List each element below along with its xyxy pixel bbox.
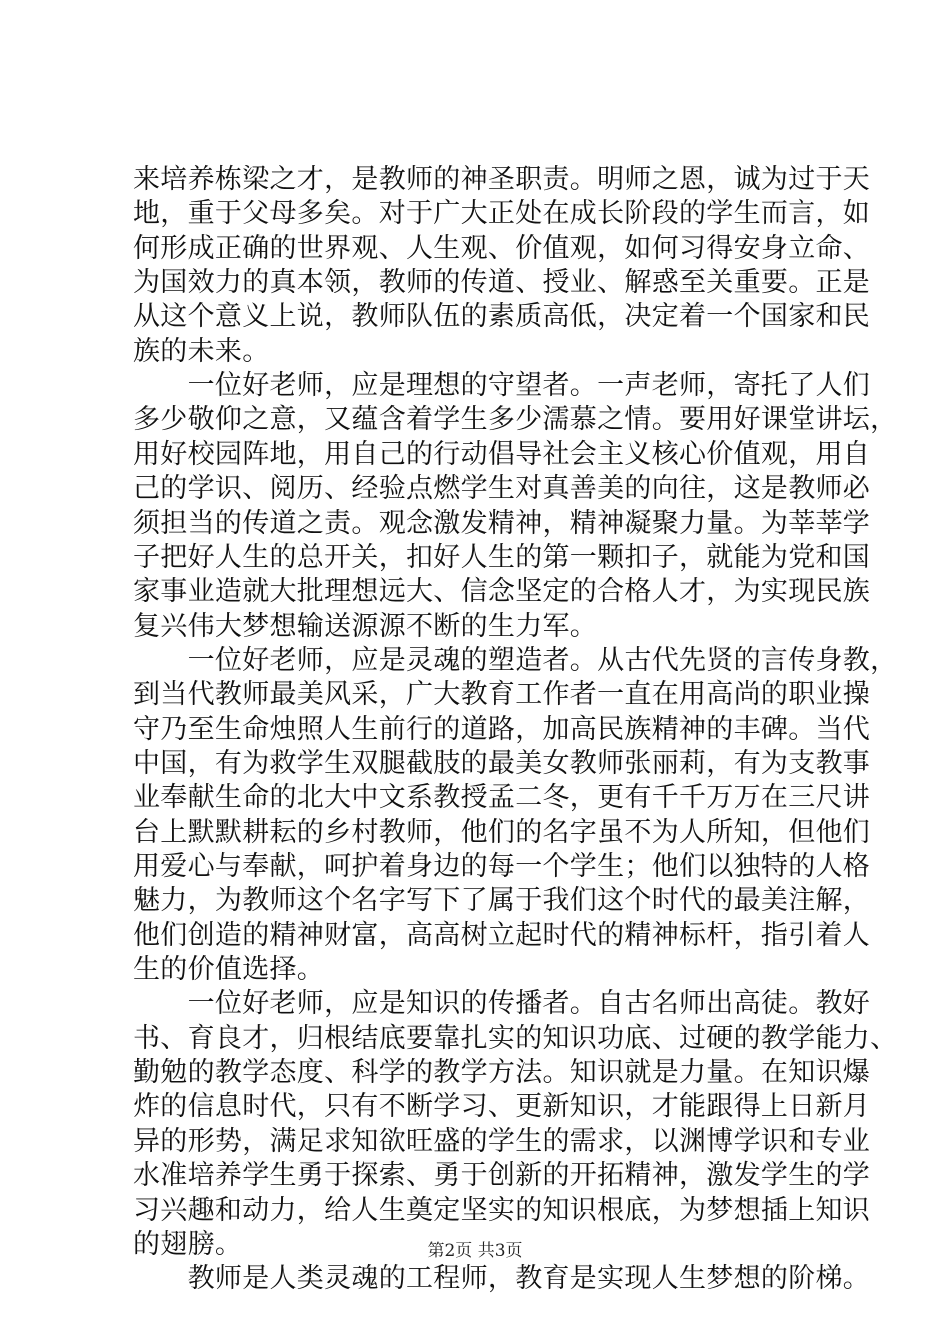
text-line: 家事业造就大批理想远大、信念坚定的合格人才，为实现民族 bbox=[133, 576, 871, 608]
text-line: 一位好老师，应是理想的守望者。一声老师，寄托了人们 bbox=[133, 370, 871, 402]
text-line: 从这个意义上说，教师队伍的素质高低，决定着一个国家和民 bbox=[133, 301, 871, 333]
text-line: 书、育良才，归根结底要靠扎实的知识功底、过硬的教学能力、 bbox=[133, 1022, 898, 1054]
text-line: 多少敬仰之意，又蕴含着学生多少濡慕之情。要用好课堂讲坛， bbox=[133, 404, 898, 436]
text-line: 用好校园阵地，用自己的行动倡导社会主义核心价值观，用自 bbox=[133, 438, 871, 470]
text-line: 习兴趣和动力，给人生奠定坚实的知识根底，为梦想插上知识 bbox=[133, 1194, 871, 1226]
text-line: 教师是人类灵魂的工程师，教育是实现人生梦想的阶梯。 bbox=[133, 1263, 871, 1295]
text-line: 地，重于父母多矣。对于广大正处在成长阶段的学生而言，如 bbox=[133, 198, 871, 230]
text-line: 异的形势，满足求知欲旺盛的学生的需求，以渊博学识和专业 bbox=[133, 1125, 871, 1157]
page-footer: 第2页 共3页 bbox=[427, 1241, 523, 1261]
text-line: 魅力，为教师这个名字写下了属于我们这个时代的最美注解， bbox=[133, 885, 871, 917]
text-line: 守乃至生命烛照人生前行的道路，加高民族精神的丰碑。当代 bbox=[133, 713, 871, 745]
text-line: 何形成正确的世界观、人生观、价值观，如何习得安身立命、 bbox=[133, 232, 871, 264]
text-line: 炸的信息时代，只有不断学习、更新知识，才能跟得上日新月 bbox=[133, 1091, 871, 1123]
text-line: 台上默默耕耘的乡村教师，他们的名字虽不为人所知，但他们 bbox=[133, 816, 871, 848]
text-line: 来培养栋梁之才，是教师的神圣职责。明师之恩，诚为过于天 bbox=[133, 164, 871, 195]
text-line: 生的价值选择。 bbox=[133, 954, 325, 986]
text-line: 到当代教师最美风采，广大教育工作者一直在用高尚的职业操 bbox=[133, 679, 871, 711]
text-line: 为国效力的真本领，教师的传道、授业、解惑至关重要。正是 bbox=[133, 267, 871, 299]
text-line: 一位好老师，应是灵魂的塑造者。从古代先贤的言传身教， bbox=[133, 644, 898, 676]
text-line: 子把好人生的总开关，扣好人生的第一颗扣子，就能为党和国 bbox=[133, 541, 871, 573]
text-line: 业奉献生命的北大中文系教授孟二冬，更有千千万万在三尺讲 bbox=[133, 782, 871, 814]
text-line: 的翅膀。 bbox=[133, 1228, 243, 1260]
text-line: 族的未来。 bbox=[133, 335, 270, 367]
text-line: 水准培养学生勇于探索、勇于创新的开拓精神，激发学生的学 bbox=[133, 1160, 871, 1192]
text-line: 用爱心与奉献，呵护着身边的每一个学生；他们以独特的人格 bbox=[133, 851, 871, 882]
text-line: 己的学识、阅历、经验点燃学生对真善美的向往，这是教师必 bbox=[133, 473, 871, 505]
text-line: 中国，有为救学生双腿截肢的最美女教师张丽莉，有为支教事 bbox=[133, 747, 871, 779]
text-line: 复兴伟大梦想输送源源不断的生力军。 bbox=[133, 610, 598, 642]
text-line: 他们创造的精神财富，高高树立起时代的精神标杆，指引着人 bbox=[133, 919, 871, 951]
text-line: 勤勉的教学态度、科学的教学方法。知识就是力量。在知识爆 bbox=[133, 1057, 871, 1089]
text-line: 一位好老师，应是知识的传播者。自古名师出高徒。教好 bbox=[133, 988, 871, 1020]
text-line: 须担当的传道之责。观念激发精神，精神凝聚力量。为莘莘学 bbox=[133, 507, 871, 539]
